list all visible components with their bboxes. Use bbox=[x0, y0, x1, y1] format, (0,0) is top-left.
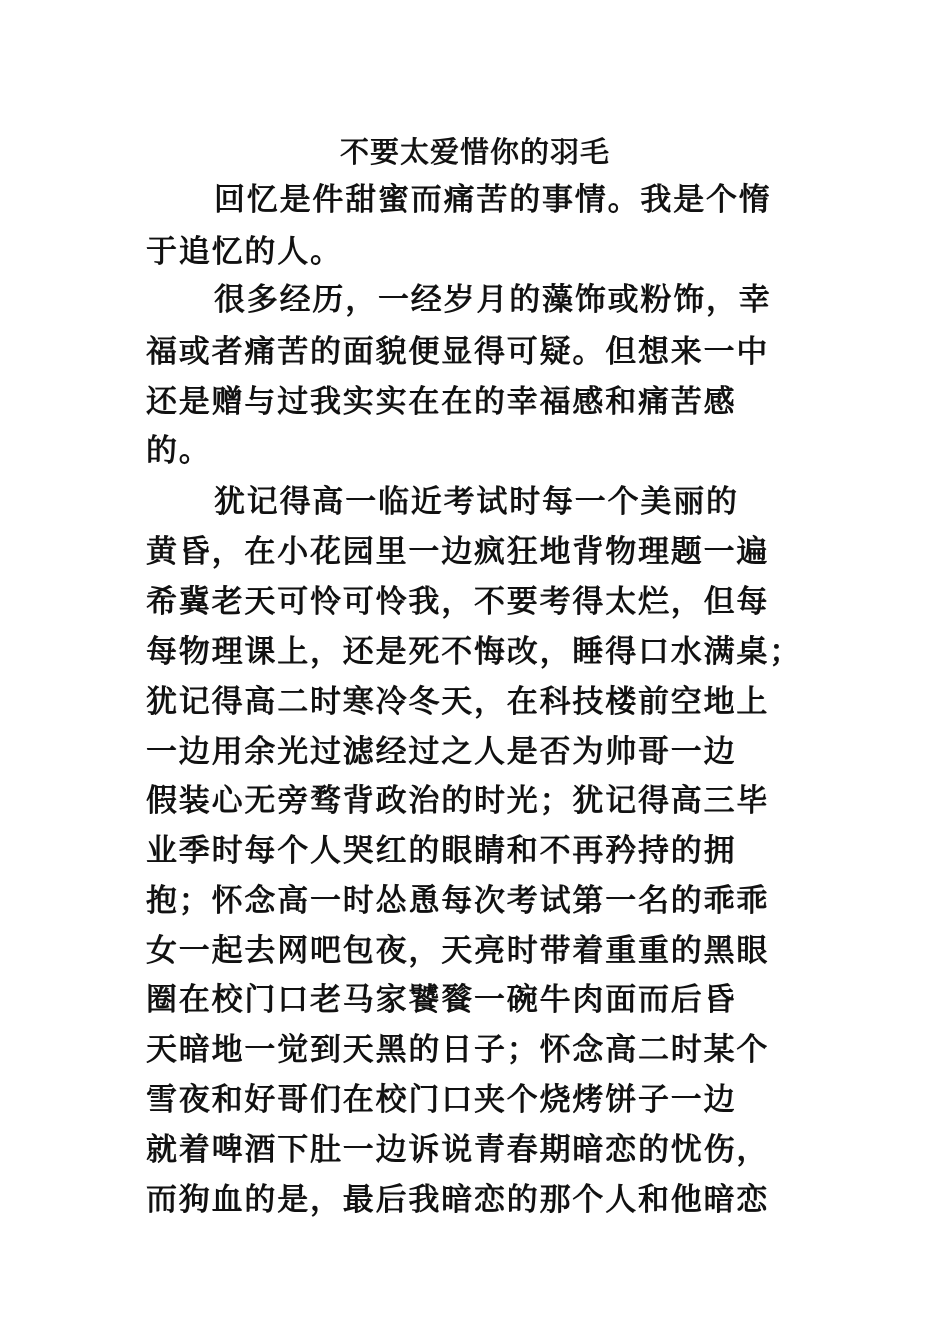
paragraph-line: 就着啤酒下肚一边诉说青春期暗恋的忧伤， bbox=[146, 1132, 770, 1168]
paragraph-line: 于追忆的人。 bbox=[146, 234, 343, 270]
paragraph-line: 天暗地一觉到天黑的日子；怀念高二时某个 bbox=[146, 1032, 770, 1068]
document-title: 不要太爱惜你的羽毛 bbox=[339, 135, 610, 169]
paragraph-line: 业季时每个人哭红的眼睛和不再矜持的拥 bbox=[146, 833, 737, 869]
paragraph-line: 犹记得高二时寒冷冬天，在科技楼前空地上 bbox=[146, 684, 770, 720]
paragraph-line: 的。 bbox=[146, 433, 212, 469]
paragraph-line: 女一起去网吧包夜，天亮时带着重重的黑眼 bbox=[146, 933, 770, 969]
paragraph-line: 还是赠与过我实实在在的幸福感和痛苦感 bbox=[146, 384, 737, 420]
paragraph-line: 圈在校门口老马家饕餮一碗牛肉面而后昏 bbox=[146, 982, 737, 1018]
paragraph-line: 很多经历，一经岁月的藻饰或粉饰，幸 bbox=[214, 282, 772, 318]
paragraph-line: 假装心无旁骛背政治的时光；犹记得高三毕 bbox=[146, 783, 770, 819]
paragraph-line: 而狗血的是，最后我暗恋的那个人和他暗恋 bbox=[146, 1182, 770, 1218]
paragraph-line: 回忆是件甜蜜而痛苦的事情。我是个惰 bbox=[214, 182, 772, 218]
paragraph-line: 希冀老天可怜可怜我，不要考得太烂，但每 bbox=[146, 584, 770, 620]
paragraph-line: 福或者痛苦的面貌便显得可疑。但想来一中 bbox=[146, 334, 770, 370]
paragraph-line: 雪夜和好哥们在校门口夹个烧烤饼子一边 bbox=[146, 1082, 737, 1118]
paragraph-line: 每物理课上，还是死不悔改，睡得口水满桌； bbox=[146, 634, 802, 670]
paragraph-line: 抱；怀念高一时怂恿每次考试第一名的乖乖 bbox=[146, 883, 770, 919]
paragraph-line: 黄昏，在小花园里一边疯狂地背物理题一遍 bbox=[146, 534, 770, 570]
paragraph-line: 犹记得高一临近考试时每一个美丽的 bbox=[214, 484, 739, 520]
paragraph-line: 一边用余光过滤经过之人是否为帅哥一边 bbox=[146, 734, 737, 770]
